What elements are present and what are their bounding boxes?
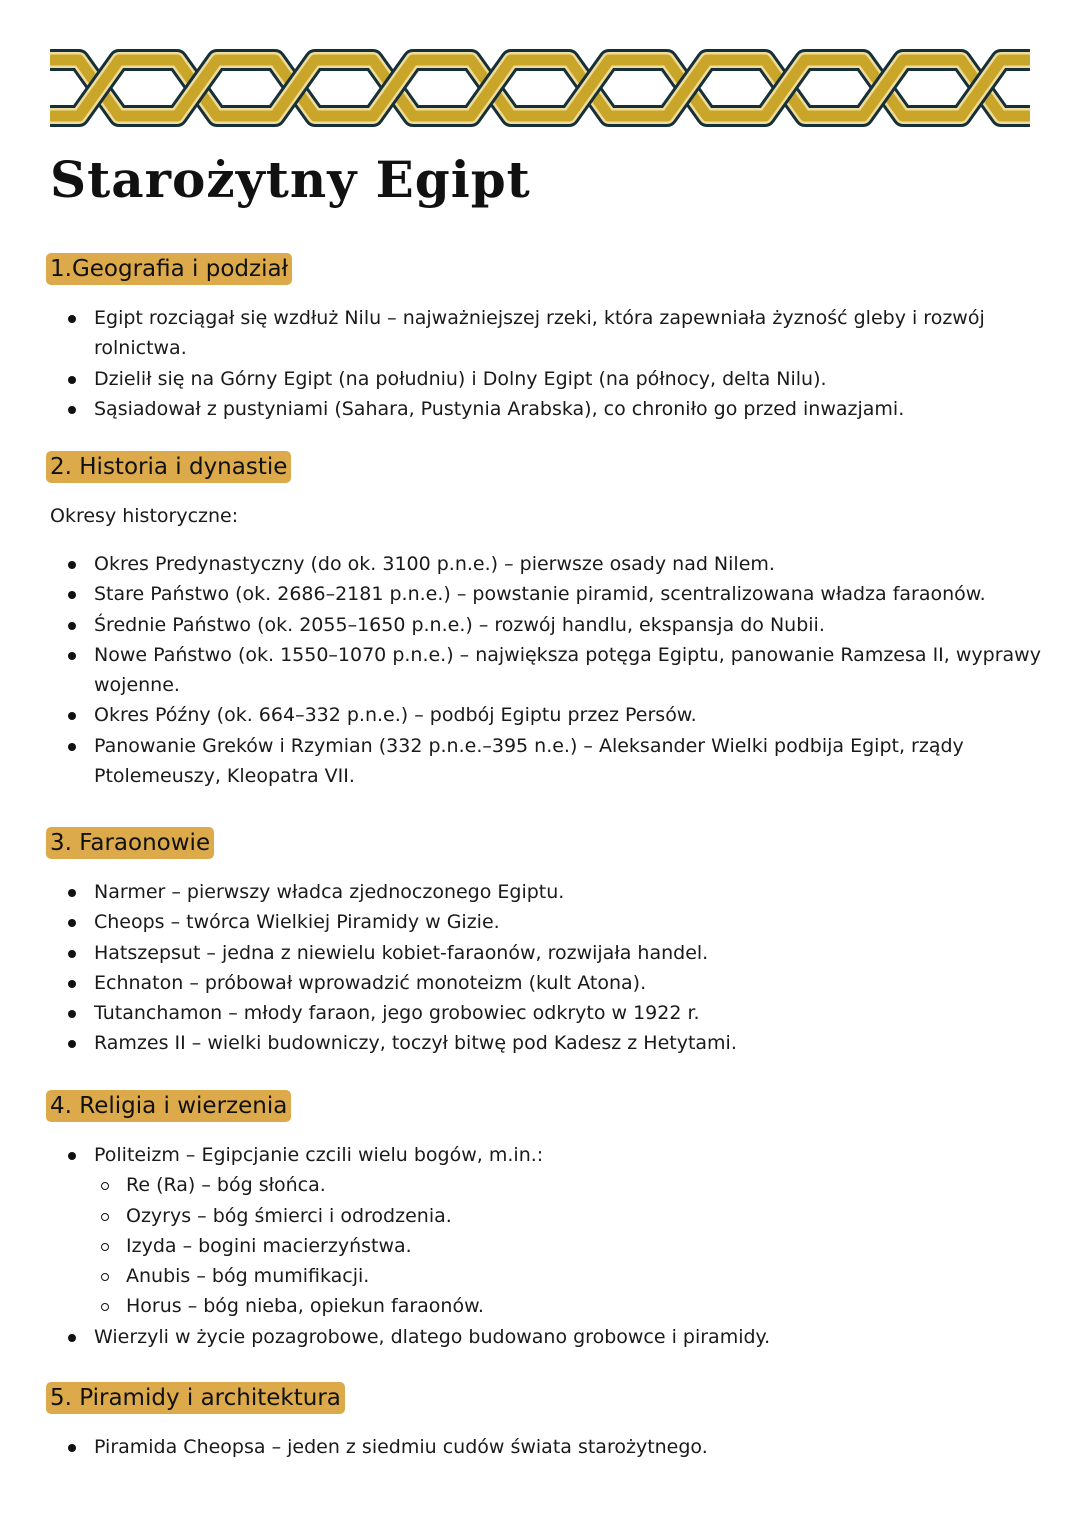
sub-bullet-list (94, 1170, 1046, 1321)
braided-border-ornament (50, 48, 1030, 128)
sub-list-item: Ozyrys – bóg śmierci i odrodzenia. (126, 1201, 1046, 1231)
section-faraonowie (46, 827, 1046, 1059)
bullet-list (46, 549, 1046, 791)
section-historia (46, 451, 1046, 791)
list-item: Okres Predynastyczny (do ok. 3100 p.n.e.) – pierwsze osady nad Nilem. (94, 549, 1046, 579)
section-piramidy (46, 1382, 1046, 1462)
list-item: Narmer – pierwszy władca zjednoczonego Egiptu. (94, 877, 1046, 907)
sub-list-item: Izyda – bogini macierzyństwa. (126, 1231, 1046, 1261)
list-item: Egipt rozciągał się wzdłuż Nilu – najważniejszej rzeki, która zapewniała żyzność gleby i rozwój rolnictwa. (94, 303, 1046, 364)
list-item: Stare Państwo (ok. 2686–2181 p.n.e.) – powstanie piramid, scentralizowana władza faraonów. (94, 579, 1046, 609)
bullet-list (46, 303, 1046, 424)
section-religia (46, 1090, 1046, 1352)
list-item: Tutanchamon – młody faraon, jego grobowiec odkryto w 1922 r. (94, 998, 1046, 1028)
list-item-text: Politeizm – Egipcjanie czcili wielu bogów, m.in.: (94, 1144, 544, 1166)
bullet-list (46, 1432, 1046, 1462)
list-item (94, 1140, 1046, 1322)
list-item: Panowanie Greków i Rzymian (332 p.n.e.–395 n.e.) – Aleksander Wielki podbija Egipt, rządy Ptolemeuszy, Kleopatra VII. (94, 731, 1046, 792)
list-item: Średnie Państwo (ok. 2055–1650 p.n.e.) – rozwój handlu, ekspansja do Nubii. (94, 610, 1046, 640)
list-item: Echnaton – próbował wprowadzić monoteizm (kult Atona). (94, 968, 1046, 998)
list-item: Sąsiadował z pustyniami (Sahara, Pustynia Arabska), co chroniło go przed inwazjami. (94, 394, 1046, 424)
list-item: Hatszepsut – jedna z niewielu kobiet-faraonów, rozwijała handel. (94, 938, 1046, 968)
bullet-list (46, 877, 1046, 1059)
list-item: Wierzyli w życie pozagrobowe, dlatego budowano grobowce i piramidy. (94, 1322, 1046, 1352)
sub-list-item: Re (Ra) – bóg słońca. (126, 1170, 1046, 1200)
list-item: Nowe Państwo (ok. 1550–1070 p.n.e.) – największa potęga Egiptu, panowanie Ramzesa II, wyprawy wojenne. (94, 640, 1046, 701)
section-heading: 3. Faraonowie (46, 827, 214, 859)
sub-list-item: Horus – bóg nieba, opiekun faraonów. (126, 1291, 1046, 1321)
list-item: Piramida Cheopsa – jeden z siedmiu cudów świata starożytnego. (94, 1432, 1046, 1462)
section-heading: 4. Religia i wierzenia (46, 1090, 291, 1122)
section-heading: 2. Historia i dynastie (46, 451, 291, 483)
list-item: Cheops – twórca Wielkiej Piramidy w Gizie. (94, 907, 1046, 937)
section-heading: 1.Geografia i podział (46, 253, 292, 285)
section-intro: Okresy historyczne: (50, 505, 239, 527)
section-geografia (46, 253, 1046, 424)
bullet-list (46, 1140, 1046, 1352)
list-item: Dzielił się na Górny Egipt (na południu) i Dolny Egipt (na północy, delta Nilu). (94, 364, 1046, 394)
sub-list-item: Anubis – bóg mumifikacji. (126, 1261, 1046, 1291)
list-item: Ramzes II – wielki budowniczy, toczył bitwę pod Kadesz z Hetytami. (94, 1028, 1046, 1058)
page-title: Starożytny Egipt (50, 150, 531, 209)
list-item: Okres Późny (ok. 664–332 p.n.e.) – podbój Egiptu przez Persów. (94, 700, 1046, 730)
section-heading: 5. Piramidy i architektura (46, 1382, 345, 1414)
